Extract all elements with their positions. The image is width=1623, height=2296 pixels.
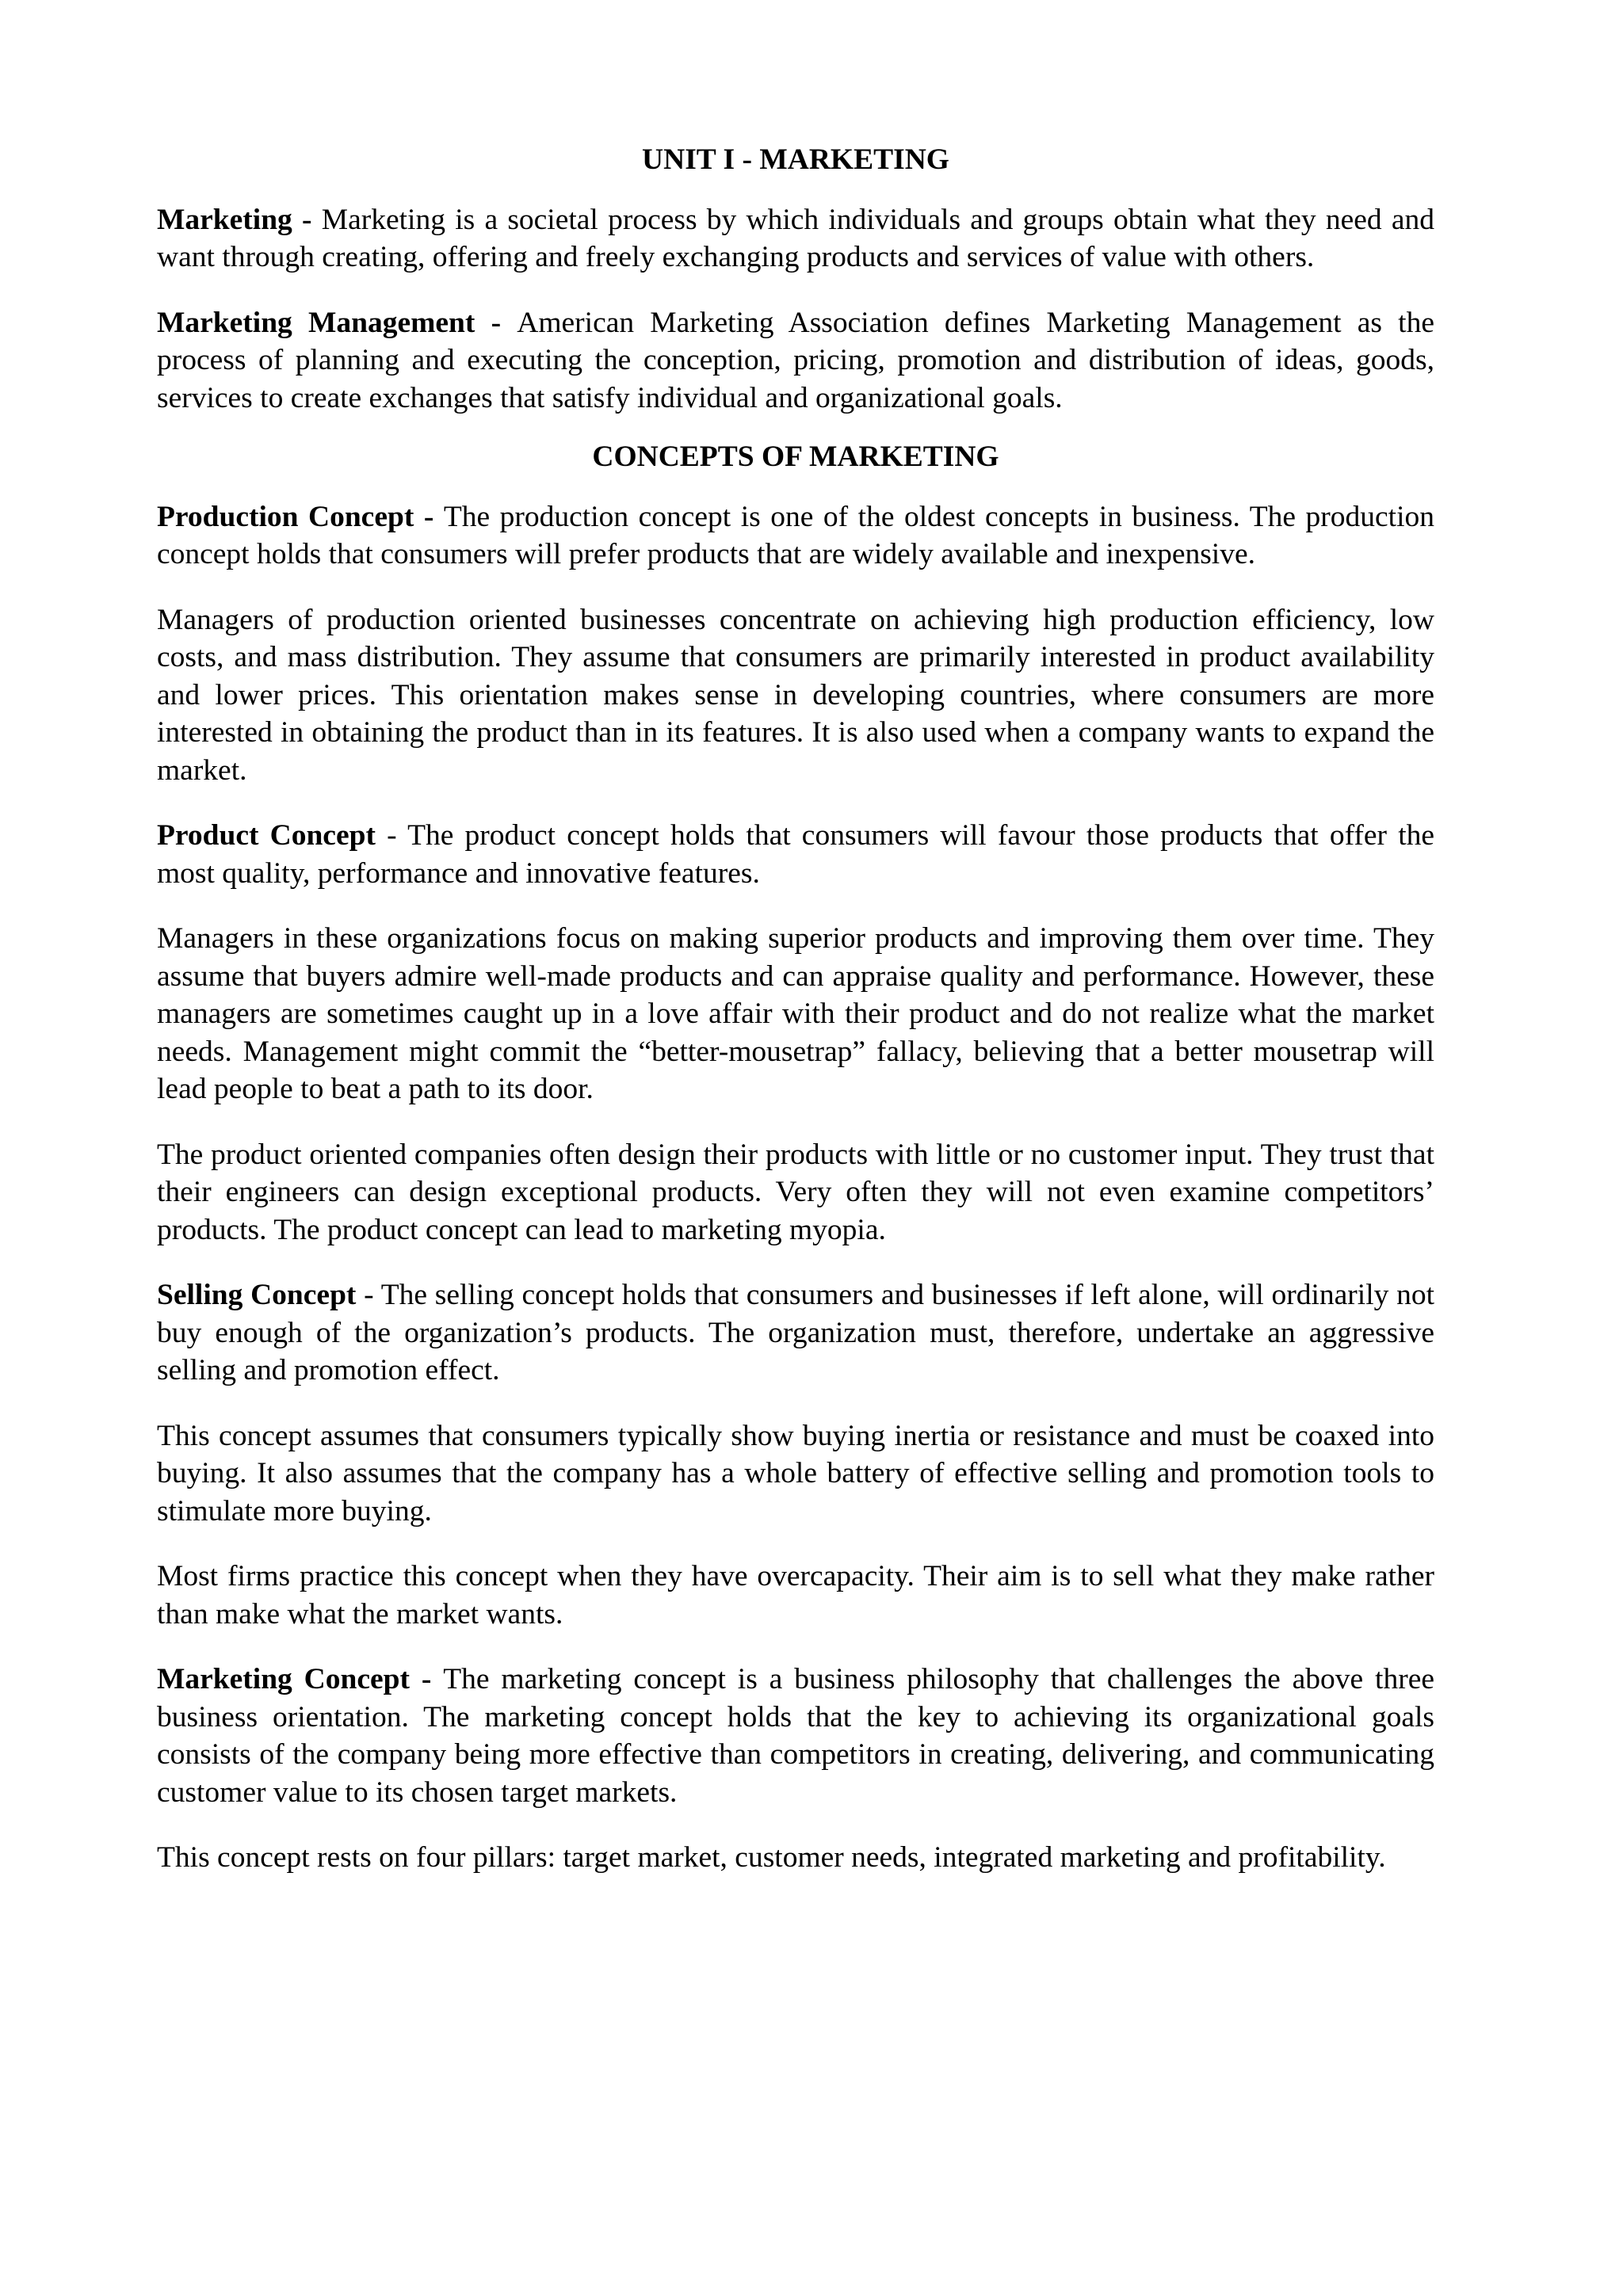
paragraph-text: American Marketing Association defines Marketing Management as the process of planning and executing the conception, pricing, promotion and distribution of ideas, goods, services to create exchanges that satisfy individual and organizational goals. [157, 306, 1434, 414]
paragraph-marketing [157, 201, 1434, 277]
paragraph-product-concept [157, 817, 1434, 892]
paragraph-text: The marketing concept is a business philosophy that challenges the above three business orientation. The marketing concept holds that the key to achieving its organizational goals consists of the company being more effective than competitors in creating, delivering, and communicating customer value to its chosen target markets. [157, 1663, 1434, 1809]
term-marketing-management: Marketing Management [157, 306, 475, 339]
paragraph-text: Marketing is a societal process by which individuals and groups obtain what they need and want through creating, offering and freely exchanging products and services of value with others. [157, 203, 1434, 273]
page-title: UNIT I - MARKETING [642, 143, 949, 176]
paragraph-marketing-concept [157, 1661, 1434, 1811]
paragraph-marketing-management [157, 304, 1434, 418]
term-separator: - [475, 306, 517, 339]
term-separator: - [414, 500, 444, 533]
term-separator: - [356, 1279, 381, 1311]
paragraph-text: The product concept holds that consumers will favour those products that offer the most quality, performance and innovative features. [157, 819, 1435, 890]
section-heading: CONCEPTS OF MARKETING [592, 441, 999, 473]
paragraph-selling-practice: Most firms practice this concept when they have overcapacity. Their aim is to sell what they make rather than make what the market wants. [157, 1560, 1434, 1630]
paragraph-text: The selling concept holds that consumers and businesses if left alone, will ordinarily not buy enough of the organization’s products. The organization must, therefore, undertake an aggressive selling and promotion effect. [157, 1279, 1435, 1386]
paragraph-production-managers: Managers of production oriented businesses concentrate on achieving high production efficiency, low costs, and mass distribution. They assume that consumers are primarily interested in product availability and lower prices. This orientation makes sense in developing countries, where consumers are more interested in obtaining the product than in its features. It is also used when a company wants to expand the market. [157, 603, 1434, 787]
term-selling-concept: Selling Concept [157, 1279, 357, 1311]
paragraph-product-oriented: The product oriented companies often design their products with little or no customer input. They trust that their engineers can design exceptional products. Very often they will not even examine competitors’ products. The product concept can lead to marketing myopia. [157, 1138, 1434, 1246]
term-product-concept: Product Concept [157, 819, 376, 852]
term-separator: - [410, 1663, 444, 1695]
document-page [157, 141, 1434, 1905]
paragraph-product-managers: Managers in these organizations focus on making superior products and improving them over time. They assume that buyers admire well-made products and can appraise quality and performance. However, these managers are sometimes caught up in a love affair with their product and do not realize what the market needs. Management might commit the “better-mousetrap” fallacy, believing that a better mousetrap will lead people to beat a path to its door. [157, 922, 1434, 1105]
paragraph-text: The production concept is one of the oldest concepts in business. The production concept holds that consumers will prefer products that are widely available and inexpensive. [157, 500, 1434, 570]
paragraph-production-concept [157, 498, 1434, 574]
term-marketing-concept: Marketing Concept [157, 1663, 410, 1695]
term-separator: - [375, 819, 408, 852]
term-separator: - [292, 203, 322, 236]
term-production-concept: Production Concept [157, 500, 414, 533]
paragraph-selling-concept [157, 1276, 1434, 1390]
paragraph-selling-assumptions: This concept assumes that consumers typically show buying inertia or resistance and must be coaxed into buying. It also assumes that the company has a whole battery of effective selling and promotion tools to stimulate more buying. [157, 1419, 1434, 1527]
paragraph-four-pillars: This concept rests on four pillars: target market, customer needs, integrated marketing and profitability. [157, 1841, 1386, 1874]
term-marketing: Marketing [157, 203, 292, 236]
